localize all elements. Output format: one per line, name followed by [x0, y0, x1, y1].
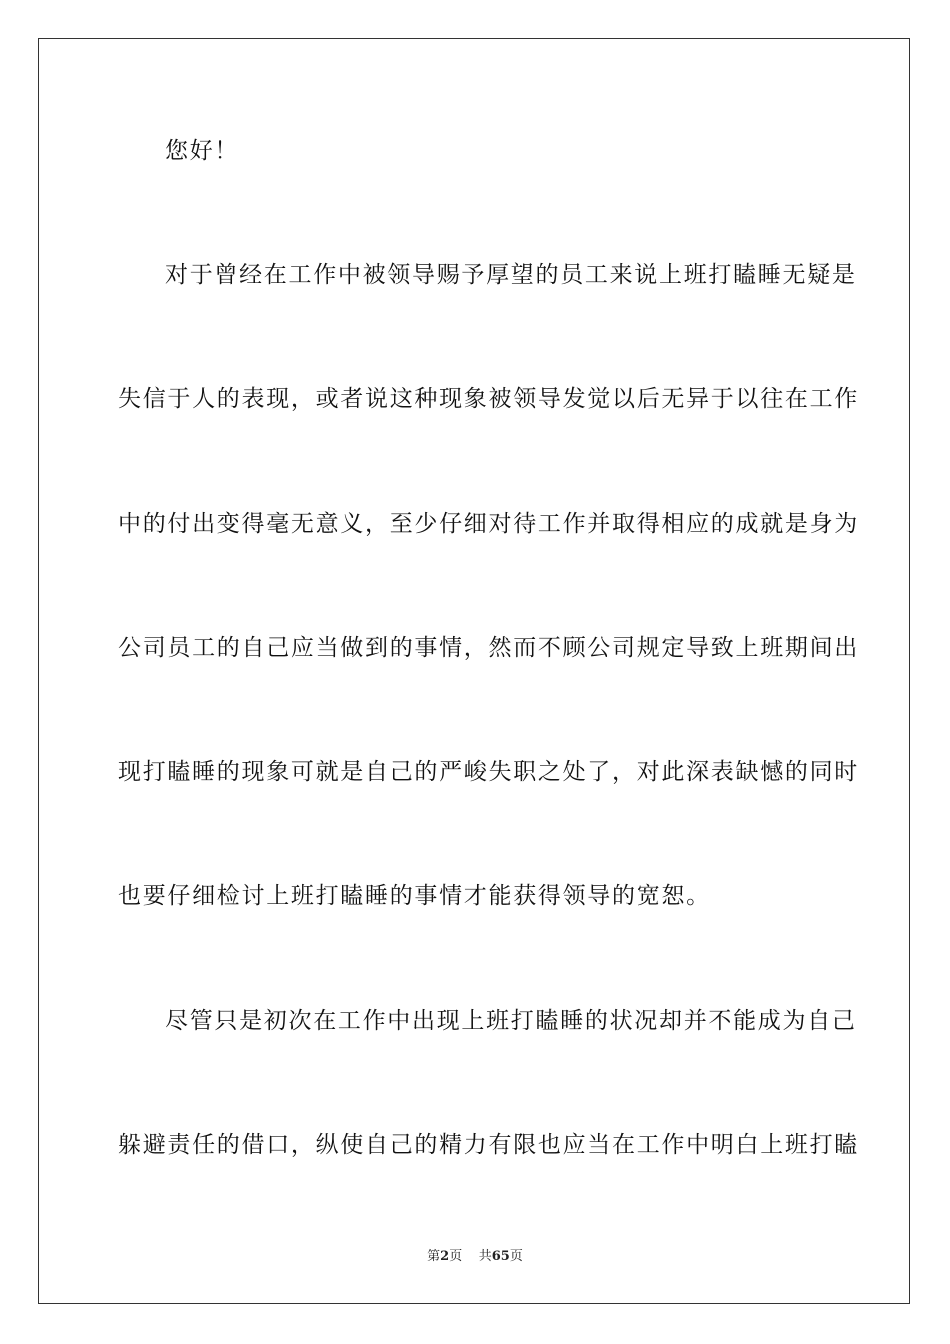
total-suffix: 页 [509, 1249, 523, 1264]
paragraph-line: 中的付出变得毫无意义，至少仔细对待工作并取得相应的成就是身为 [118, 511, 859, 537]
total-page-count: 65 [491, 1249, 510, 1264]
paragraph-line: 躲避责任的借口，纵使自己的精力有限也应当在工作中明白上班打瞌 [118, 1132, 859, 1158]
page-suffix: 页 [449, 1249, 463, 1264]
paragraph-line: 公司员工的自己应当做到的事情，然而不顾公司规定导致上班期间出 [118, 635, 859, 661]
paragraph-line: 也要仔细检讨上班打瞌睡的事情才能获得领导的宽恕。 [118, 883, 711, 909]
page-prefix: 第 [427, 1249, 441, 1264]
paragraph-line: 现打瞌睡的现象可就是自己的严峻失职之处了，对此深表缺憾的同时 [118, 759, 859, 785]
page-footer [0, 1248, 950, 1266]
paragraph-line: 失信于人的表现，或者说这种现象被领导发觉以后无异于以往在工作 [118, 386, 859, 412]
total-prefix: 共 [478, 1249, 492, 1264]
page-border [38, 38, 910, 1304]
paragraph-line: 对于曾经在工作中被领导赐予厚望的员工来说上班打瞌睡无疑是 [165, 262, 857, 288]
paragraph-line: 尽管只是初次在工作中出现上班打瞌睡的状况却并不能成为自己 [165, 1008, 857, 1034]
current-page-number: 2 [440, 1249, 450, 1264]
greeting: 您好！ [165, 138, 240, 164]
